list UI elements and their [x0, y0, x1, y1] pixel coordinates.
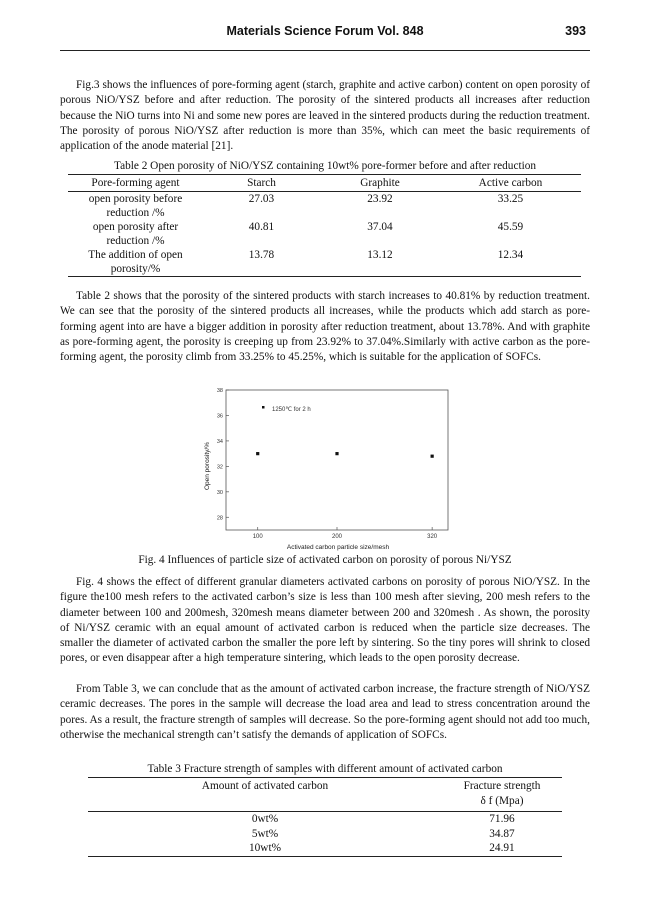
figure4-chart: [196, 386, 456, 552]
row-label-line: open porosity before: [88, 193, 183, 205]
data-series: [256, 452, 434, 458]
table-row: [88, 827, 562, 842]
y-tick-label: 34: [216, 438, 223, 445]
table2-row-label: [68, 248, 203, 277]
table-cell: 71.96: [489, 813, 515, 825]
data-point: [431, 455, 434, 458]
paragraph-table2: Table 2 shows that the porosity of the sintered products with starch increases to 40.81% by reduction treatment. We can see that the porosity of the sintered products all increases, while the products which add starch as pore-forming agent into are have a bigger addition in porosity after reduction treatment, about 13.78%. And with graphite as pore-forming agent, the porosity is creeping up from 23.92% to 37.04%.Similarly with active carbon as the pore-forming agent, the porosity climb from 33.25% to 45.25%, which is suitable for the application of SOFCs.: [60, 290, 590, 364]
x-axis-label: Activated carbon particle size/mesh: [286, 544, 390, 551]
table2-caption: Table 2 Open porosity of NiO/YSZ containing 10wt% pore-former before and after reduction: [113, 160, 537, 172]
x-tick-label: 100: [252, 534, 263, 540]
row-label-line: open porosity after: [92, 221, 179, 233]
table-cell: 37.04: [367, 221, 393, 233]
table3-header: [442, 778, 562, 812]
table-row: [68, 220, 581, 248]
page-header: [60, 22, 590, 51]
table2-header: Active carbon: [440, 175, 581, 192]
table-row: [88, 812, 562, 827]
table-cell: 13.78: [203, 248, 320, 277]
table-cell: 13.12: [320, 248, 440, 277]
table-cell: 40.81: [248, 221, 275, 233]
y-tick-label: 28: [216, 515, 223, 522]
y-tick-label: 36: [216, 413, 223, 420]
table-cell: 27.03: [248, 193, 275, 205]
table-cell: 0wt%: [251, 813, 279, 825]
table-row: [88, 841, 562, 856]
y-tick-label: 32: [216, 464, 223, 471]
x-axis: [253, 527, 438, 540]
table3-header: Amount of activated carbon: [88, 778, 442, 812]
table-cell: 24.91: [442, 841, 562, 856]
table3-caption: Table 3 Fracture strength of samples with different amount of activated carbon: [147, 763, 503, 775]
row-label-line: The addition of open: [88, 249, 183, 261]
journal-title: Materials Science Forum Vol. 848: [226, 24, 424, 38]
table2-header: Graphite: [320, 175, 440, 192]
table-cell: 12.34: [440, 248, 581, 277]
y-tick-label: 38: [216, 388, 223, 394]
paragraph-table3: From Table 3, we can conclude that as the amount of activated carbon increase, the fracture strength of NiO/YSZ ceramic decreases. The pores in the sample will decrease the load area and lead to stress concentration around the pores. As a result, the fracture strength of samples will decrease. So the pore-forming agent should not add too much, otherwise the mechanical strength can’t satisfy the demands of application of SOFCs.: [60, 683, 590, 741]
legend-label: 1250℃ for 2 h: [272, 407, 311, 413]
table-cell: 33.25: [497, 193, 524, 205]
plot-frame: [226, 390, 448, 530]
table2-header-row: [68, 175, 581, 192]
table-cell: 45.59: [497, 221, 524, 233]
table3: [88, 777, 562, 857]
table-cell: 10wt%: [88, 841, 442, 856]
y-axis: [217, 388, 229, 521]
table-row: [68, 192, 581, 221]
paragraph-fig3: Fig.3 shows the influences of pore-forming agent (starch, graphite and active carbon) content on open porosity of porous NiO/YSZ before and after reduction. The porosity of the sintered products all increases after reduction because the NiO turns into Ni and some new pores are leaved in the sintered products during the reduction treatment. The porosity of porous NiO/YSZ after reduction is more than 35%, which can meet the basic requirements of application of the anode material [21].: [60, 79, 590, 153]
legend-marker: [262, 406, 265, 409]
data-point: [256, 452, 259, 455]
paragraph-fig4: Fig. 4 shows the effect of different granular diameters activated carbons on porosity of porous NiO/YSZ. In the figure the100 mesh refers to the activated carbon’s size is less than 100 mesh after sieving, 200 mesh refers to the diameter between 100 and 200mesh, 320mesh means diameter between 200 and 320mesh . As shown, the porosity of Ni/YSZ ceramic with an equal amount of activated carbon is reduced when the particle size decreases. The smaller the diameter of activated carbon the smaller the pore left by sintering. So the tiny pores will shrink to closed pores, or even disappear after a high temperature sintering, which leads to the open porosity decrease.: [60, 576, 590, 665]
x-tick-label: 320: [427, 534, 438, 540]
data-point: [335, 452, 338, 455]
table-cell: 5wt%: [251, 827, 279, 840]
table3-header-row: [88, 778, 562, 812]
table-cell: 23.92: [367, 193, 393, 205]
figure4-caption: Fig. 4 Influences of particle size of activated carbon on porosity of porous Ni/YSZ: [138, 554, 512, 566]
table-cell: 34.87: [489, 827, 515, 840]
page-number: 393: [565, 24, 586, 38]
table2-header: Pore-forming agent: [68, 175, 203, 192]
x-tick-label: 200: [331, 534, 343, 540]
table-row: [68, 248, 581, 277]
y-axis-label: Open porosity/%: [204, 441, 211, 491]
table2-row-label: [68, 220, 203, 248]
y-tick-label: 30: [216, 489, 223, 496]
table2: [68, 174, 581, 277]
row-label-line: reduction /%: [106, 235, 165, 247]
table2-row-label: [68, 192, 203, 221]
row-label-line: reduction /%: [106, 207, 165, 219]
table2-header: Starch: [203, 175, 320, 192]
row-label-line: porosity/%: [110, 263, 161, 275]
header-line: Fracture strength: [463, 780, 541, 792]
header-line: δ f (Mpa): [480, 795, 524, 807]
